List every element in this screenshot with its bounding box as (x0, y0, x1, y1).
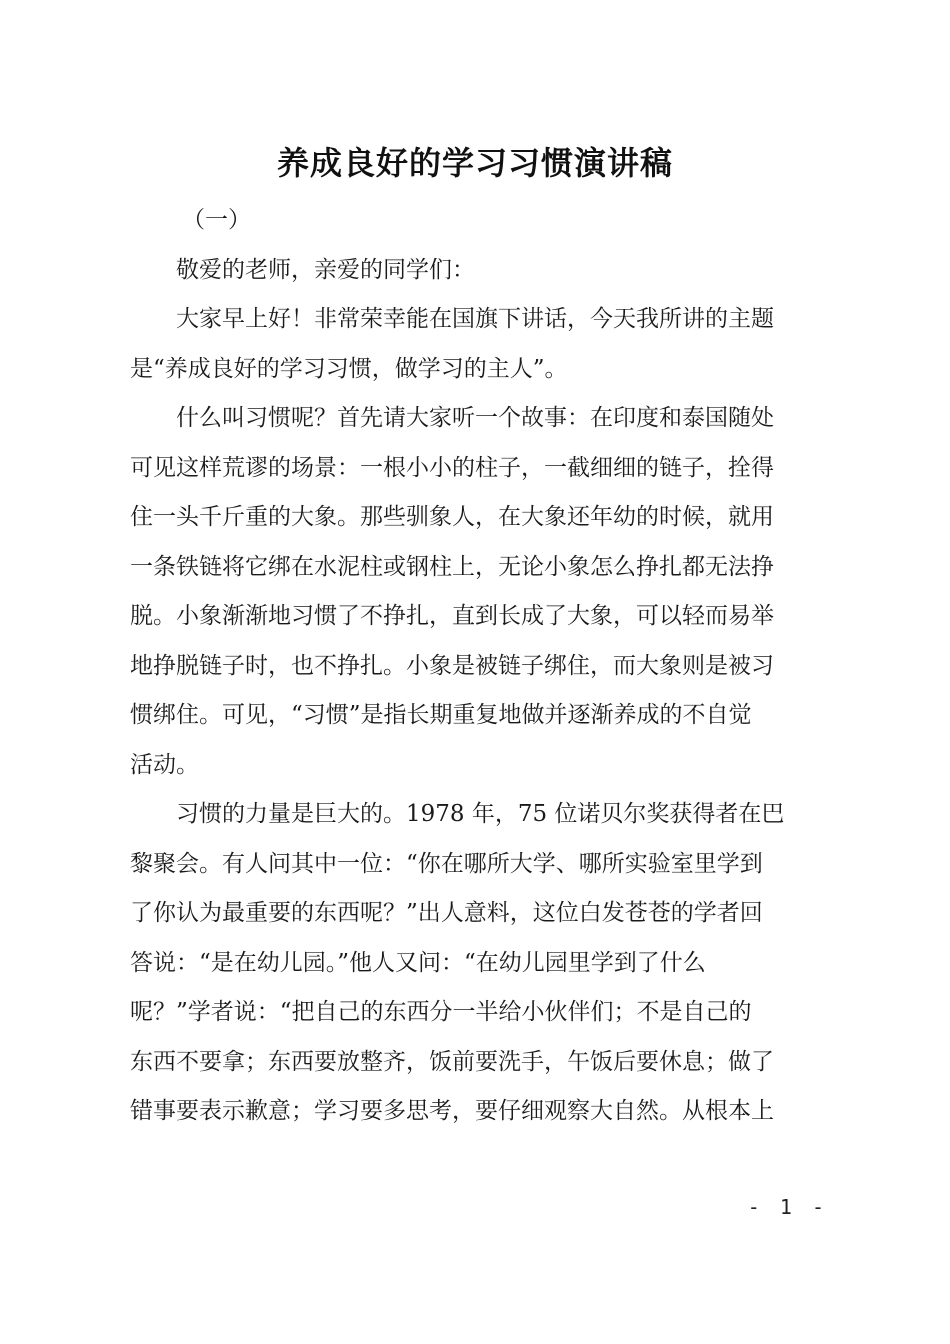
paragraph-line: 习惯的力量是巨大的。1978 年，75 位诺贝尔奖获得者在巴 (176, 801, 785, 827)
paragraph-1 (130, 295, 830, 394)
paragraph-line: 是“养成良好的学习习惯，做学习的主人”。 (130, 355, 568, 382)
paragraph-2 (130, 394, 830, 790)
paragraph-line: 活动。 (130, 751, 199, 778)
paragraph-line: 了你认为最重要的东西呢？”出人意料，这位白发苍苍的学者回 (130, 900, 763, 926)
paragraph-line: 可见这样荒谬的场景：一根小小的柱子，一截细细的链子，拴得 (130, 454, 774, 481)
paragraph-line: 地挣脱链子时，也不挣扎。小象是被链子绑住，而大象则是被习 (130, 652, 774, 679)
paragraph-3 (130, 790, 830, 1137)
paragraph-line: 什么叫习惯呢？首先请大家听一个故事：在印度和泰国随处 (176, 405, 774, 431)
paragraph-line: 惯绑住。可见，“习惯”是指长期重复地做并逐渐养成的不自觉 (130, 702, 752, 728)
paragraph-line: 东西不要拿；东西要放整齐，饭前要洗手，午饭后要休息；做了 (130, 1048, 774, 1075)
document-body (130, 196, 830, 1137)
paragraph-line: 大家早上好！非常荣幸能在国旗下讲话，今天我所讲的主题 (176, 306, 774, 332)
paragraph-line: 错事要表示歉意；学习要多思考，要仔细观察大自然。从根本上 (130, 1098, 774, 1124)
paragraph-line: 呢？”学者说：“把自己的东西分一半给小伙伴们；不是自己的 (130, 999, 752, 1025)
section-mark: （一） (182, 207, 251, 233)
salutation (130, 246, 830, 296)
paragraph-line: 答说：“是在幼儿园。”他人又问：“在幼儿园里学到了什么 (130, 949, 706, 976)
paragraph-line: 黎聚会。有人问其中一位：“你在哪所大学、哪所实验室里学到 (130, 850, 763, 877)
document-title: 养成良好的学习习惯演讲稿 (276, 144, 673, 182)
paragraph-line: 一条铁链将它绑在水泥柱或钢柱上，无论小象怎么挣扎都无法挣 (130, 553, 774, 580)
paragraph-line: 住一头千斤重的大象。那些驯象人，在大象还年幼的时候，就用 (130, 504, 774, 530)
salutation-line: 敬爱的老师，亲爱的同学们： (176, 256, 475, 283)
paragraph-line: 脱。小象渐渐地习惯了不挣扎，直到长成了大象，可以轻而易举 (130, 603, 774, 629)
page-number: - 1 - (747, 1195, 828, 1219)
